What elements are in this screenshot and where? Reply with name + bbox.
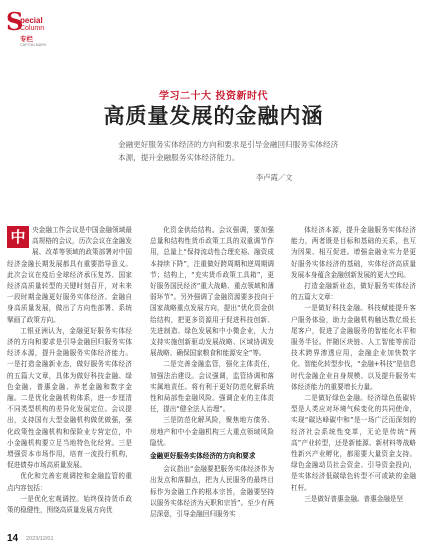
paragraph-text: 央金融工作会议是中国金融领域最高规格的会议，历次会议在金融发展、改革等领域的政策部署对中国经济金融长期发展都具有重要指导意义。此次会议在疫后全球经济承压复苏、国家经济高质量转型的关键时刻召开，对未来一段时期金融更好服务实体经济、金融自身高质量发展，做出了方向性部署、系统擘画了政策方向。 xyxy=(7,226,132,324)
section-kicker: 学习二十大 投资新时代 xyxy=(159,91,268,102)
paragraph: 三是防范化解风险，聚焦地方债务、房地产和中小金融机构三大重点领域风险隐忧。 xyxy=(150,416,274,447)
paragraph: 体经济本源，提升金融服务实体经济能力，两者既是目标和基础的关系，也互为因果、相互促进。增强金融业实力是更好服务实体经济的基础，实体经济高质量发展本身蕴含金融创新发展的更大空间。 xyxy=(291,226,416,279)
paragraph: 一是做好科技金融。科技赋能提升客户服务体验，助力金融机构触达数亿级长尾客户，促进了金融服务的智能化水平和服务半径。伴随区块链、人工智能等前沿技术跨界渗透应用，金融企业加快数字化、智能化转型步伐，“金融+科技”是信息时代金融企业自身规模、以及提升服务实体经济能力的重要增长力量。 xyxy=(291,304,416,391)
paragraph: 会议指出“金融要把服务实体经济作为出发点和落脚点，把为人民服务的最终目标作为金融工作的根本宗旨，金融要坚持以服务实体经济为天职和宗旨”。至少有两层深意，引导金融回归服务实 xyxy=(150,465,274,519)
page-number: 14 xyxy=(7,533,19,544)
section-subheading: 金融更好服务实体经济的方向和要求 xyxy=(150,452,256,461)
badge-letter-s: S xyxy=(6,7,24,36)
paragraph: 一是优化宏观调控。始终保持货币政策的稳健性，围绕高质量发展方向优 xyxy=(7,494,132,515)
text-column-1 xyxy=(7,225,132,516)
paragraph: 工银亚洲认为，金融更好服务实体经济的方向和要求是引导金融回归服务实体经济本源，提升金融服务实体经济能力。一是打造金融新业态，做好服务实体经济的五篇大文章，具体为做好科技金融、绿色金融、普惠金融、养老金融和数字金融。二是优化金融机构体系，进一步厘清不同类型机构的差异化发展定位。会议提出，支持国有大型金融机构做优做强，强化政策性金融机构和保险业专营定位，中小金融机构要立足当地特色化经营。三是增强资本市场作用，培育一流投行机构，促进债券市场高质量发展。 xyxy=(7,326,132,470)
badge-word-special: pecial xyxy=(20,16,43,25)
article-title: 高质量发展的金融内涵 xyxy=(103,103,324,128)
paragraph: 二是完善金融监管，强化主体责任，加强法治建设。会议强调，监管协调和落实属地责任。将有利于更好防范化解系统性和局部性金融风险。强调企业的主体责任，提出“健全法人治理”。 xyxy=(150,360,274,414)
badge-en-label: CAPITALMARK xyxy=(20,43,47,47)
drop-cap: 中 xyxy=(7,226,29,248)
article-abstract: 金融更好服务实体经济的方向和要求是引导金融回归服务实体经济本源，提升金融服务实体经济能力。 xyxy=(118,140,339,162)
paragraph: 二是做好绿色金融。经济绿色低碳转型是人类应对环境气候变化的共同使命，实现“碳达峰碳中和”是一场广泛而深刻的经济社会系统性变革，无论是传统“两高”产业转型，还是新能源、新材料等战略性新兴产业孵化，都需要大量资金支持。绿色金融动员社会资金、引导资金投向，是实体经济低碳绿色转型不可或缺的金融杠杆。 xyxy=(291,394,416,492)
text-column-2 xyxy=(150,225,274,520)
issue-date: 2023/12/01 xyxy=(26,536,54,542)
badge-word-column: Column xyxy=(20,25,45,32)
paragraph: 优化和完善宏观调控和金融监管的重点内容包括： xyxy=(7,472,132,492)
article-author: 李卢霞／文 xyxy=(256,173,293,182)
paragraph: 化资金供给结构。会议强调，要加强总量和结构性货币政策工具的双重调节作用，总量上“保持流动性合理充裕、融资成本持续下降”，注重做好跨周期和逆周期调节；结构上，“充实货币政策工具箱”，更好服务国民经济“重大战略、重点领域和薄弱环节”。另外强调了金融资源要多投向于国家战略重点发展方向，提出“优化资金供给结构，把更多资源用于促进科技创新、先进制造、绿色发展和中小微企业，大力支持实施创新驱动发展战略、区域协调发展战略、确保国家粮食和能源安全”等。 xyxy=(150,226,274,358)
paragraph xyxy=(7,225,132,326)
paragraph: 三是做好普惠金融。普惠金融是坚 xyxy=(304,494,404,503)
paragraph: 打造金融新业态，做好服务实体经济的五篇大文章： xyxy=(291,282,416,302)
text-column-3 xyxy=(291,225,416,505)
badge-cn-label: 专栏 xyxy=(20,35,33,43)
